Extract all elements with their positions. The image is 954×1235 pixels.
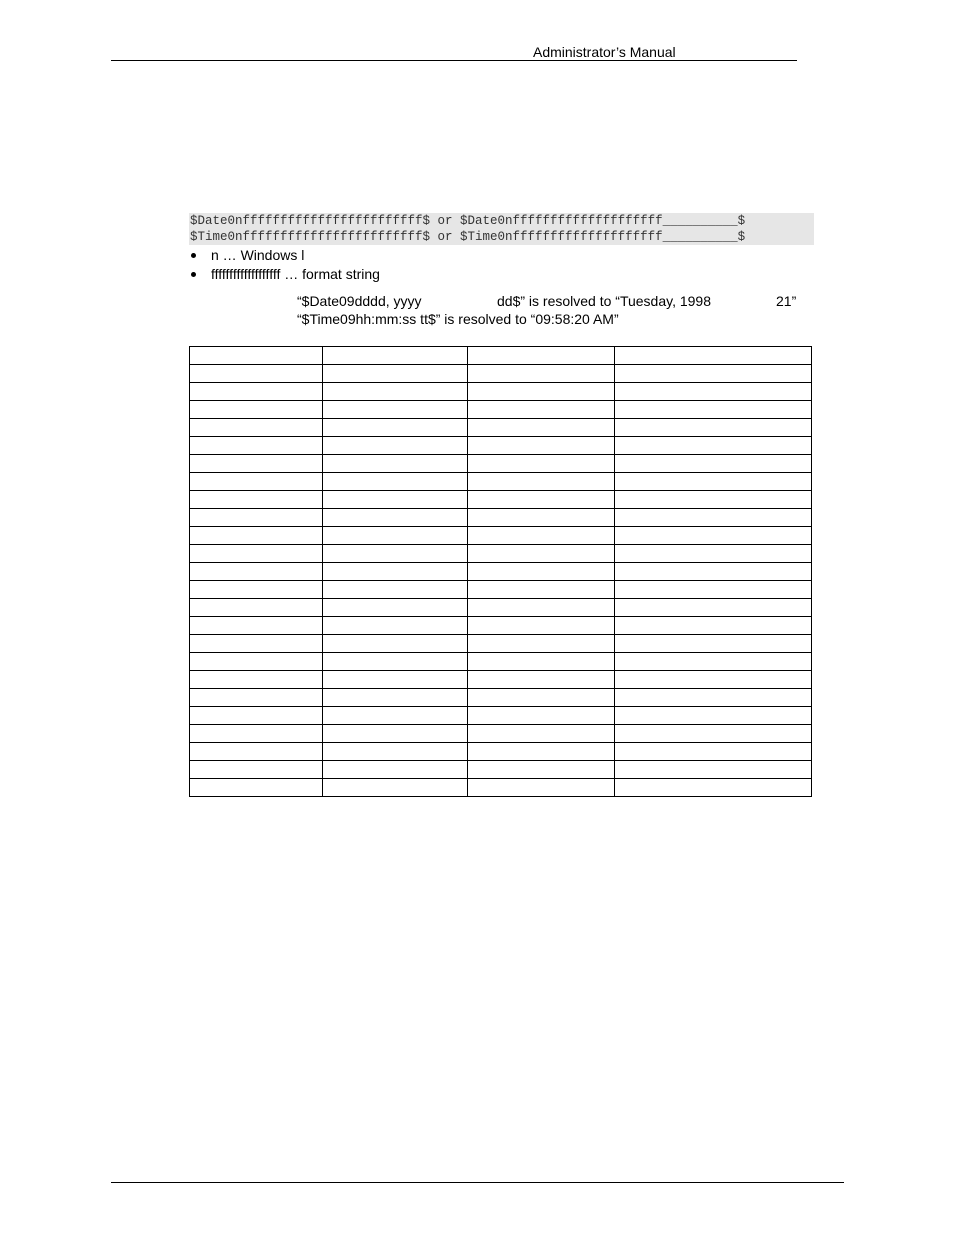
table-cell (615, 743, 812, 761)
table-cell (615, 473, 812, 491)
table-cell (615, 437, 812, 455)
table-cell (615, 491, 812, 509)
table-cell (190, 401, 323, 419)
date-example-part3: 21” (776, 293, 797, 309)
table-cell (615, 725, 812, 743)
table-cell (323, 707, 468, 725)
table-cell (615, 689, 812, 707)
table-cell (615, 419, 812, 437)
table-cell (468, 743, 615, 761)
table-cell (323, 365, 468, 383)
footer-rule (111, 1182, 844, 1183)
list-item (189, 246, 380, 265)
table-cell (468, 617, 615, 635)
table-cell (468, 473, 615, 491)
table-cell (615, 599, 812, 617)
table-cell (323, 509, 468, 527)
table-cell (190, 437, 323, 455)
table-row (190, 437, 812, 455)
table-cell (615, 761, 812, 779)
table-cell (190, 347, 323, 365)
list-item (189, 265, 380, 284)
table-cell (190, 455, 323, 473)
table-row (190, 383, 812, 401)
table-row (190, 455, 812, 473)
list-item-text: fffffffffffffffffff … format string (211, 266, 380, 282)
table-cell (323, 491, 468, 509)
table-cell (190, 653, 323, 671)
table-cell (468, 545, 615, 563)
table-row (190, 617, 812, 635)
table-cell (190, 581, 323, 599)
table-row (190, 365, 812, 383)
table-cell (615, 635, 812, 653)
table-cell (615, 401, 812, 419)
table-cell (615, 563, 812, 581)
table-cell (468, 491, 615, 509)
table-cell (468, 725, 615, 743)
format-table-body (190, 347, 812, 797)
table-cell (190, 689, 323, 707)
table-cell (468, 671, 615, 689)
table-cell (615, 509, 812, 527)
table-cell (323, 527, 468, 545)
table-cell (615, 545, 812, 563)
table-row (190, 599, 812, 617)
table-cell (468, 761, 615, 779)
table-cell (323, 347, 468, 365)
table-cell (323, 383, 468, 401)
table-cell (615, 779, 812, 797)
table-row (190, 545, 812, 563)
table-row (190, 671, 812, 689)
table-row (190, 491, 812, 509)
time-example: “$Time09hh:mm:ss tt$” is resolved to “09:58:20 AM” (297, 311, 619, 327)
table-row (190, 509, 812, 527)
table-cell (190, 635, 323, 653)
table-cell (323, 599, 468, 617)
table-row (190, 743, 812, 761)
bullet-icon (191, 253, 196, 258)
table-cell (323, 545, 468, 563)
table-row (190, 653, 812, 671)
bullet-icon (191, 272, 196, 277)
table-row (190, 761, 812, 779)
date-example-part2: dd$” is resolved to “Tuesday, 1998 (497, 293, 712, 309)
table-cell (323, 635, 468, 653)
table-cell (190, 509, 323, 527)
table-cell (468, 383, 615, 401)
table-cell (323, 617, 468, 635)
table-cell (615, 347, 812, 365)
date-example-part1: “$Date09dddd, yyyy (297, 293, 422, 309)
table-cell (615, 617, 812, 635)
table-cell (615, 527, 812, 545)
table-cell (323, 581, 468, 599)
table-cell (615, 671, 812, 689)
list-item-text: n … Windows l (211, 247, 305, 263)
table-cell (190, 617, 323, 635)
table-cell (615, 365, 812, 383)
table-cell (615, 581, 812, 599)
table-cell (190, 545, 323, 563)
table-cell (190, 491, 323, 509)
table-cell (468, 347, 615, 365)
table-cell (468, 689, 615, 707)
table-cell (323, 473, 468, 491)
table-cell (468, 455, 615, 473)
table-cell (615, 455, 812, 473)
table-cell (323, 671, 468, 689)
table-cell (323, 725, 468, 743)
table-cell (323, 761, 468, 779)
table-cell (468, 509, 615, 527)
table-cell (190, 383, 323, 401)
table-cell (323, 689, 468, 707)
code-line-date: $Date0nffffffffffffffffffffffff$ or $Date0nffffffffffffffffffff__________$ (190, 214, 746, 228)
table-cell (190, 707, 323, 725)
table-cell (323, 563, 468, 581)
table-row (190, 689, 812, 707)
table-cell (190, 599, 323, 617)
table-cell (468, 635, 615, 653)
table-row (190, 707, 812, 725)
header-title: Administrator’s Manual (533, 44, 676, 60)
table-cell (615, 707, 812, 725)
table-row (190, 635, 812, 653)
table-cell (190, 761, 323, 779)
table-row (190, 527, 812, 545)
code-line-time: $Time0nffffffffffffffffffffffff$ or $Time0nffffffffffffffffffff__________$ (190, 230, 746, 244)
table-cell (190, 671, 323, 689)
table-cell (468, 581, 615, 599)
table-cell (468, 437, 615, 455)
table-cell (190, 419, 323, 437)
table-row (190, 473, 812, 491)
table-cell (468, 365, 615, 383)
parameter-list (189, 246, 380, 284)
table-row (190, 779, 812, 797)
table-row (190, 347, 812, 365)
table-cell (468, 779, 615, 797)
table-cell (190, 563, 323, 581)
format-table (189, 346, 812, 797)
table-cell (323, 401, 468, 419)
table-cell (323, 743, 468, 761)
table-row (190, 725, 812, 743)
table-cell (323, 437, 468, 455)
table-row (190, 401, 812, 419)
table-cell (323, 455, 468, 473)
table-cell (468, 563, 615, 581)
table-cell (190, 527, 323, 545)
table-row (190, 563, 812, 581)
table-cell (615, 383, 812, 401)
table-cell (190, 779, 323, 797)
table-cell (468, 599, 615, 617)
code-block (189, 213, 814, 245)
table-cell (190, 365, 323, 383)
table-cell (190, 743, 323, 761)
table-cell (468, 527, 615, 545)
table-cell (190, 725, 323, 743)
table-cell (468, 419, 615, 437)
table-cell (615, 653, 812, 671)
table-row (190, 581, 812, 599)
header-rule (111, 60, 797, 61)
table-cell (468, 707, 615, 725)
table-cell (468, 401, 615, 419)
table-cell (468, 653, 615, 671)
table-cell (323, 779, 468, 797)
table-cell (190, 473, 323, 491)
table-cell (323, 653, 468, 671)
table-cell (323, 419, 468, 437)
table-row (190, 419, 812, 437)
